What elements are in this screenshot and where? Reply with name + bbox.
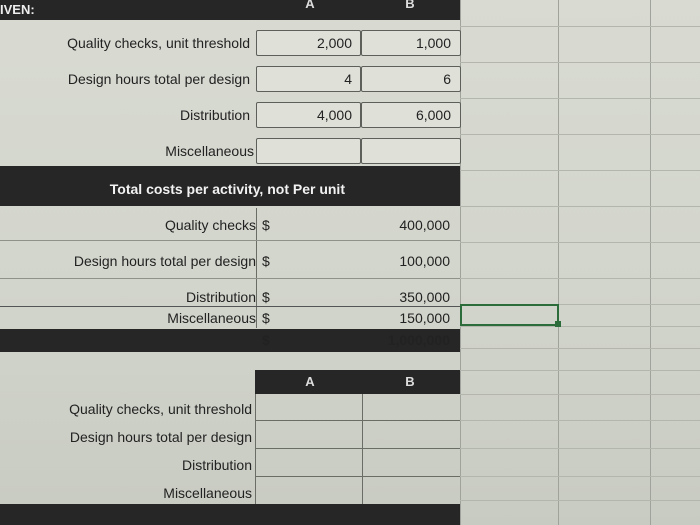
grid-line <box>460 206 700 207</box>
cost-label-distribution: Distribution <box>185 289 256 305</box>
bottom-label-quality: Quality checks, unit threshold <box>69 401 252 417</box>
value-a: 2,000 <box>316 35 352 51</box>
section-title: Total costs per activity, not Per unit <box>109 181 345 197</box>
bottom-label-design: Design hours total per design <box>69 429 252 445</box>
cell-b[interactable] <box>361 138 461 164</box>
currency-symbol: $ <box>262 289 270 305</box>
cost-label-quality: Quality checks <box>164 217 256 233</box>
bottom-label-distribution: Distribution <box>181 457 252 473</box>
currency-symbol: $ <box>262 253 270 269</box>
currency-symbol: $ <box>262 310 270 326</box>
row-divider <box>0 240 460 241</box>
column-header-b[interactable]: B <box>405 0 415 11</box>
currency-symbol: $ <box>262 217 270 233</box>
value-b: 6,000 <box>415 107 451 123</box>
grid-line <box>460 62 700 63</box>
cost-value-quality[interactable]: 400,000 <box>399 217 450 233</box>
bottom-label-misc: Miscellaneous <box>163 485 252 501</box>
grid-line <box>460 278 700 279</box>
column-divider <box>362 394 363 504</box>
grid-line <box>460 448 700 449</box>
total-currency: $ <box>262 332 270 348</box>
cost-label-design: Design hours total per design <box>73 253 256 269</box>
cost-value-distribution[interactable]: 350,000 <box>399 289 450 305</box>
grid-line <box>460 420 700 421</box>
grid-line <box>460 98 700 99</box>
row-divider <box>255 448 460 449</box>
total-value[interactable]: 1,000,000 <box>387 332 450 348</box>
active-cell-selection[interactable] <box>460 304 559 326</box>
grid-line <box>460 242 700 243</box>
row-divider <box>255 476 460 477</box>
value-b: 6 <box>443 71 451 87</box>
grid-line <box>460 476 700 477</box>
row-divider <box>0 306 460 307</box>
given-label: IVEN: <box>0 2 35 17</box>
column-divider <box>255 394 256 504</box>
column-header-b-bottom[interactable]: B <box>405 374 415 389</box>
row-divider <box>255 420 460 421</box>
row-label: Design hours total per design <box>67 71 250 87</box>
grid-line <box>460 500 700 501</box>
column-header-a-bottom[interactable]: A <box>305 374 315 389</box>
cost-value-design[interactable]: 100,000 <box>399 253 450 269</box>
footer-band <box>0 504 460 525</box>
grid-line <box>460 394 700 395</box>
value-a: 4,000 <box>316 107 352 123</box>
value-b: 1,000 <box>415 35 451 51</box>
fill-handle[interactable] <box>555 321 561 327</box>
row-divider <box>0 278 460 279</box>
column-header-a[interactable]: A <box>305 0 315 11</box>
grid-line <box>558 0 559 525</box>
row-label: Miscellaneous <box>165 143 254 159</box>
grid-line <box>460 326 700 327</box>
cost-label-misc: Miscellaneous <box>167 310 256 326</box>
cell-a[interactable] <box>256 138 361 164</box>
column-divider <box>256 208 257 328</box>
grid-line <box>460 134 700 135</box>
grid-line <box>650 0 651 525</box>
grid-line <box>460 26 700 27</box>
grid-line <box>460 370 700 371</box>
value-a: 4 <box>344 71 352 87</box>
grid-line <box>460 348 700 349</box>
row-label: Quality checks, unit threshold <box>67 35 250 51</box>
cost-value-misc[interactable]: 150,000 <box>399 310 450 326</box>
row-label: Distribution <box>179 107 250 123</box>
grid-line <box>460 170 700 171</box>
